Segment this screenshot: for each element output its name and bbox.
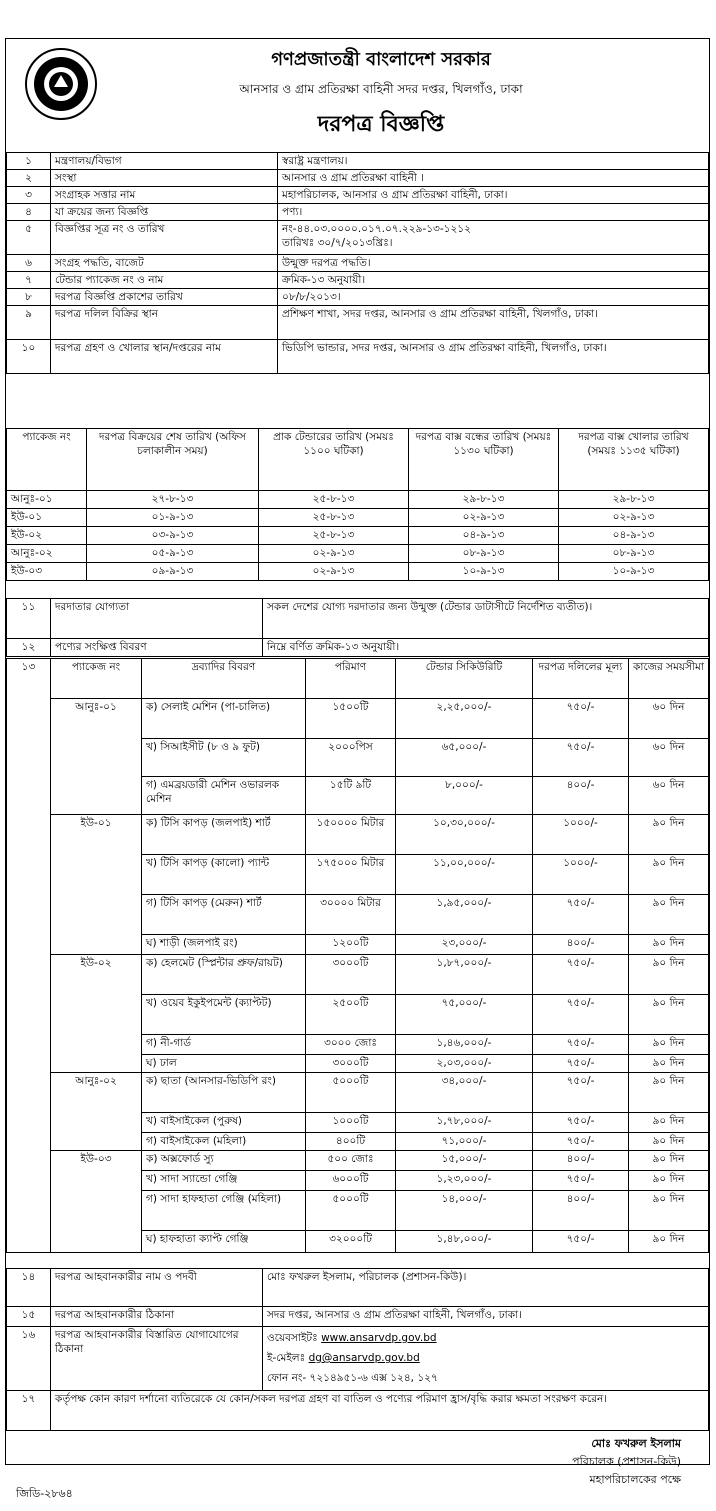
- row-number: ১: [7, 153, 51, 170]
- item-quantity: ১৫টি ৯টি: [306, 777, 396, 815]
- tender-security: ৬৫,০০০/-: [396, 739, 533, 777]
- row-number: ৪: [7, 204, 51, 221]
- tender-security: ৮,০০০/-: [396, 777, 533, 815]
- info-row: [7, 204, 709, 221]
- item-row: [7, 1151, 709, 1171]
- website-label: ওয়েবসাইটঃ: [267, 1332, 318, 1344]
- item-quantity: ২৫০০টি: [306, 995, 396, 1035]
- row-label: সংগ্রহ পদ্ধতি, বাজেট: [51, 255, 278, 272]
- schedule-row: [7, 527, 709, 545]
- tender-security: ১,৮৭,০০০/-: [396, 955, 533, 995]
- schedule-header-row: [7, 429, 709, 491]
- item-description: খ) টিসি কাপড় (কালো) প্যান্ট: [142, 855, 306, 895]
- info-row: [7, 599, 709, 639]
- row-number: ১৫: [7, 1307, 51, 1327]
- box-close-date: ০২-৯-১৩: [409, 509, 559, 527]
- row-number: ১৬: [7, 1327, 51, 1391]
- row-label: সংগ্রাহক সত্তার নাম: [51, 187, 278, 204]
- box-open-date: ০২-৯-১৩: [559, 509, 709, 527]
- row-value: [278, 221, 709, 255]
- info-row: [7, 255, 709, 272]
- row-label: দরপত্র দলিল বিক্রির স্থান: [51, 306, 278, 340]
- document-price: ৭৫০/-: [533, 995, 629, 1035]
- info-row: [7, 187, 709, 204]
- item-description: গ) বাইসাইকেল (মহিলা): [142, 1133, 306, 1151]
- item-description: গ) টিসি কাপড় (মেরুন) শার্ট: [142, 895, 306, 935]
- row-label: দরপত্র আহবানকারীর ঠিকানা: [51, 1307, 263, 1327]
- items-header: টেন্ডার সিকিউরিটি: [396, 659, 533, 699]
- info-row: [7, 153, 709, 170]
- document-price: ৭৫০/-: [533, 1171, 629, 1191]
- work-duration: ৯০ দিন: [629, 955, 709, 995]
- package-number: ইউ-০১: [7, 509, 87, 527]
- row-number: ১১: [7, 599, 51, 639]
- item-description: ঘ) শাড়ী (জলপাই রং): [142, 935, 306, 955]
- row-value: ০৮/৮/২০১৩।: [278, 289, 709, 306]
- work-duration: ৯০ দিন: [629, 855, 709, 895]
- row-label: মন্ত্রণালয়/বিভাগ: [51, 153, 278, 170]
- row-number: ১২: [7, 639, 51, 657]
- gd-code: জিডি-২৮৬৪: [16, 1487, 73, 1500]
- notice-heading: দরপত্র বিজ্ঞপ্তি: [317, 112, 445, 137]
- item-description: খ) বাইসাইকেল (পুরুষ): [142, 1113, 306, 1133]
- work-duration: ৯০ দিন: [629, 1073, 709, 1113]
- info-row: [7, 1327, 709, 1391]
- row-value: কর্তৃপক্ষ কোন কারণ দর্শানো ব্যতিরেকে যে কোন/সকল দরপত্র গ্রহণ বা বাতিল ও পণ্যের পরিমাণ হ্রাস/বৃদ্ধি করার ক্ষমতা সংরক্ষণ করেন।: [51, 1391, 709, 1431]
- items-header-row: [7, 659, 709, 699]
- box-close-date: ০৪-৯-১৩: [409, 527, 559, 545]
- info-row: [7, 289, 709, 306]
- row-number: ১৭: [7, 1391, 51, 1431]
- pre-tender-date: ০২-৯-১৩: [259, 563, 409, 581]
- box-close-date: ২৯-৮-১৩: [409, 491, 559, 509]
- tender-security: ১,৪৬,০০০/-: [396, 1035, 533, 1055]
- item-row: [7, 815, 709, 855]
- phone-number: ফোন নং- ৭২১৪৯৫১-৬ এক্স ১২৪, ১২৭: [267, 1372, 438, 1384]
- document-price: ৭৫০/-: [533, 1035, 629, 1055]
- row-value: নিম্নে বর্ণিত ক্রমিক-১৩ অনুযায়ী।: [263, 639, 709, 657]
- pre-tender-date: ২৫-৮-১৩: [259, 491, 409, 509]
- tender-security: ১০,৩০,০০০/-: [396, 815, 533, 855]
- tender-security: ১,৯৫,০০০/-: [396, 895, 533, 935]
- row-value: ক্রমিক-১৩ অনুযায়ী।: [278, 272, 709, 289]
- eligibility-table: [6, 598, 709, 657]
- sale-end-date: ০৫-৯-১৩: [87, 545, 259, 563]
- item-row: [7, 699, 709, 739]
- items-header: প্যাকেজ নং: [51, 659, 142, 699]
- document-price: ৭৫০/-: [533, 739, 629, 777]
- tender-security: ২৩,০০০/-: [396, 935, 533, 955]
- items-header: দ্রব্যাদির বিবরণ: [142, 659, 306, 699]
- tender-security: ৭১,০০০/-: [396, 1133, 533, 1151]
- work-duration: ৬০ দিন: [629, 699, 709, 739]
- document-price: ১০০০/-: [533, 855, 629, 895]
- schedule-row: [7, 491, 709, 509]
- item-row: [7, 1073, 709, 1113]
- row-number: ৮: [7, 289, 51, 306]
- tender-security: ১৪,০০০/-: [396, 1191, 533, 1231]
- info-row: [7, 639, 709, 657]
- document-price: ১০০০/-: [533, 815, 629, 855]
- document-price: ৪০০/-: [533, 935, 629, 955]
- item-description: খ) সিআইসীট (৮ ও ৯ ফুট): [142, 739, 306, 777]
- tender-security: ২,০৩,০০০/-: [396, 1055, 533, 1073]
- row-value: স্বরাষ্ট্র মন্ত্রণালয়।: [278, 153, 709, 170]
- work-duration: ৯০ দিন: [629, 935, 709, 955]
- info-table: [6, 152, 709, 374]
- document-price: ৭৫০/-: [533, 1133, 629, 1151]
- reference-number: নং-৪৪.০৩.০০০০.০১৭.০৭.২২৯-১৩-১২১২: [282, 223, 471, 235]
- contact-table: [6, 1268, 709, 1431]
- row-label: দরপত্র আহবানকারীর বিস্তারিত যোগাযোগের ঠিকানা: [51, 1327, 263, 1391]
- item-row: [7, 955, 709, 995]
- item-quantity: ১৭৫০০০ মিটার: [306, 855, 396, 895]
- row-label: দরপত্র গ্রহণ ও খোলার স্থান/দপ্তরের নাম: [51, 340, 278, 374]
- signatory-designation: পরিচালক (প্রশাসন-কিউ): [572, 1455, 681, 1468]
- item-description: ক) টিসি কাপড় (জলপাই) শার্ট: [142, 815, 306, 855]
- item-description: গ) এমব্রয়ডারী মেশিন ওভারলক মেশিন: [142, 777, 306, 815]
- row-label: বিজ্ঞপ্তির সূত্র নং ও তারিখ: [51, 221, 278, 255]
- document-price: ৪০০/-: [533, 1191, 629, 1231]
- notice-frame: [5, 38, 710, 1486]
- item-description: ক) ছাতা (আনসার-ভিডিপি রং): [142, 1073, 306, 1113]
- schedule-table: [6, 428, 709, 581]
- schedule-header: প্রাক টেন্ডারের তারিখ (সময়ঃ ১১০০ ঘটিকা): [259, 429, 409, 491]
- signatory-name: মোঃ ফখরুল ইসলাম: [591, 1437, 681, 1450]
- item-quantity: ৩২০০০টি: [306, 1231, 396, 1253]
- document-price: ৭৫০/-: [533, 699, 629, 739]
- document-price: ৭৫০/-: [533, 1113, 629, 1133]
- reference-date: তারিখঃ ৩০/৭/২০১৩খ্রিঃ।: [282, 237, 393, 249]
- organization-address: আনসার ও গ্রাম প্রতিরক্ষা বাহিনী সদর দপ্তর, খিলগাঁও, ঢাকা: [239, 82, 523, 96]
- info-row: [7, 221, 709, 255]
- info-row: [7, 1307, 709, 1327]
- item-description: গ) নী-গার্ড: [142, 1035, 306, 1055]
- box-open-date: ১০-৯-১৩: [559, 563, 709, 581]
- row-number: ২: [7, 170, 51, 187]
- row-value: আনসার ও গ্রাম প্রতিরক্ষা বাহিনী ।: [278, 170, 709, 187]
- sale-end-date: ০১-৯-১৩: [87, 509, 259, 527]
- item-description: ক) অক্সফোর্ড স্যু: [142, 1151, 306, 1171]
- box-close-date: ০৮-৯-১৩: [409, 545, 559, 563]
- box-open-date: ২৯-৮-১৩: [559, 491, 709, 509]
- schedule-row: [7, 509, 709, 527]
- package-number: আনুঃ-০১: [7, 491, 87, 509]
- box-open-date: ০৮-৯-১৩: [559, 545, 709, 563]
- signature-block: [572, 1435, 681, 1489]
- row-value: সকল দেশের যোগ্য দরদাতার জন্য উন্মুক্ত (টেন্ডার ডাটাসীটে নির্দেশিত ব্যতীত)।: [263, 599, 709, 639]
- row-label: টেন্ডার প্যাকেজ নং ও নাম: [51, 272, 278, 289]
- work-duration: ৯০ দিন: [629, 1171, 709, 1191]
- schedule-header: দরপত্র বিক্রয়ের শেষ তারিখ (অফিস চলাকালীন সময়): [87, 429, 259, 491]
- notice-header: [6, 39, 708, 152]
- schedule-header: প্যাকেজ নং: [7, 429, 87, 491]
- tender-security: ১,৪৮,০০০/-: [396, 1231, 533, 1253]
- row-label: পণ্যের সংক্ষিপ্ত বিবরণ: [51, 639, 263, 657]
- row-label: যা ক্রয়ের জন্য বিজ্ঞপ্তি: [51, 204, 278, 221]
- signatory-on-behalf: মহাপরিচালকের পক্ষে: [589, 1473, 681, 1486]
- item-description: ঘ) হাফহাতা ক্যাপ্ট গেঞ্জি: [142, 1231, 306, 1253]
- item-quantity: ৬০০০টি: [306, 1171, 396, 1191]
- row-number: ৫: [7, 221, 51, 255]
- row-value: মোঃ ফখরুল ইসলাম, পরিচালক (প্রশাসন-কিউ)।: [263, 1269, 709, 1307]
- package-number: ইউ-০২: [51, 955, 142, 1073]
- info-row: [7, 170, 709, 187]
- schedule-header: দরপত্র বাক্স খোলার তারিখ (সময়ঃ ১১৩৫ ঘটিকা): [559, 429, 709, 491]
- document-price: ৪০০/-: [533, 1151, 629, 1171]
- document-price: ৭৫০/-: [533, 1073, 629, 1113]
- item-quantity: ১৫০০টি: [306, 699, 396, 739]
- schedule-header: দরপত্র বাক্স বন্ধের তারিখ (সময়ঃ ১১৩০ ঘটিকা): [409, 429, 559, 491]
- row-number: ৭: [7, 272, 51, 289]
- row-value: সদর দপ্তর, আনসার ও গ্রাম প্রতিরক্ষা বাহিনী, খিলগাঁও, ঢাকা।: [263, 1307, 709, 1327]
- items-table: [6, 658, 709, 1253]
- website-link[interactable]: www.ansarvdp.gov.bd: [321, 1332, 437, 1344]
- package-number: ইউ-০৩: [51, 1151, 142, 1253]
- row-value: মহাপরিচালক, আনসার ও গ্রাম প্রতিরক্ষা বাহিনী, ঢাকা।: [278, 187, 709, 204]
- package-number: ইউ-০৩: [7, 563, 87, 581]
- pre-tender-date: ২৫-৮-১৩: [259, 527, 409, 545]
- item-quantity: ৩০০০টি: [306, 955, 396, 995]
- sale-end-date: ০৩-৯-১৩: [87, 527, 259, 545]
- package-number: ইউ-০১: [51, 815, 142, 955]
- package-number: আনুঃ-০২: [51, 1073, 142, 1151]
- item-description: ঘ) ঢাল: [142, 1055, 306, 1073]
- sale-end-date: ০৯-৯-১৩: [87, 563, 259, 581]
- box-open-date: ০৪-৯-১৩: [559, 527, 709, 545]
- package-number: আনুঃ-০২: [7, 545, 87, 563]
- tender-security: ১১,০০,০০০/-: [396, 855, 533, 895]
- row-number: ১৩: [7, 659, 51, 1253]
- item-description: ক) হেলমেট (স্প্লিন্টার প্রুফ/রায়ট): [142, 955, 306, 995]
- ansar-vdp-emblem-icon: [24, 47, 98, 121]
- schedule-row: [7, 563, 709, 581]
- tender-security: ৭৫,০০০/-: [396, 995, 533, 1035]
- tender-security: ৩৪,০০০/-: [396, 1073, 533, 1113]
- item-description: ক) সেলাই মেশিন (পা-চালিত): [142, 699, 306, 739]
- item-quantity: ৫০০০টি: [306, 1073, 396, 1113]
- info-row: [7, 1391, 709, 1431]
- work-duration: ৯০ দিন: [629, 995, 709, 1035]
- row-label: দরদাতার যোগ্যতা: [51, 599, 263, 639]
- item-description: খ) সাদা স্যান্ডো গেঞ্জি: [142, 1171, 306, 1191]
- row-number: ১০: [7, 340, 51, 374]
- items-header: কাজের সময়সীমা: [629, 659, 709, 699]
- box-close-date: ১০-৯-১৩: [409, 563, 559, 581]
- package-number: ইউ-০২: [7, 527, 87, 545]
- row-label: দরপত্র আহবানকারীর নাম ও পদবী: [51, 1269, 263, 1307]
- document-price: ৭৫০/-: [533, 895, 629, 935]
- document-price: ৭৫০/-: [533, 1055, 629, 1073]
- work-duration: ৯০ দিন: [629, 1113, 709, 1133]
- item-description: খ) ওয়েব ইকুইপমেন্ট (ক্যাপ্টট): [142, 995, 306, 1035]
- row-label: দরপত্র বিজ্ঞপ্তি প্রকাশের তারিখ: [51, 289, 278, 306]
- row-label: সংস্থা: [51, 170, 278, 187]
- work-duration: ৯০ দিন: [629, 1191, 709, 1231]
- info-row: [7, 340, 709, 374]
- government-title: গণপ্রজাতন্ত্রী বাংলাদেশ সরকার: [271, 49, 491, 70]
- row-number: ৯: [7, 306, 51, 340]
- item-quantity: ১০০০টি: [306, 1113, 396, 1133]
- work-duration: ৯০ দিন: [629, 815, 709, 855]
- email-label: ই-মেইলঃ: [267, 1352, 306, 1364]
- email-link[interactable]: dg@ansarvdp.gov.bd: [308, 1352, 420, 1364]
- document-price: ৭৫০/-: [533, 955, 629, 995]
- tender-security: ২,২৫,০০০/-: [396, 699, 533, 739]
- info-row: [7, 272, 709, 289]
- work-duration: ৯০ দিন: [629, 1055, 709, 1073]
- item-quantity: ৩০০০টি: [306, 1055, 396, 1073]
- item-quantity: ৫০০০টি: [306, 1191, 396, 1231]
- pre-tender-date: ০২-৯-১৩: [259, 545, 409, 563]
- info-row: [7, 1269, 709, 1307]
- items-header: পরিমাণ: [306, 659, 396, 699]
- work-duration: ৯০ দিন: [629, 1231, 709, 1253]
- document-price: ৭৫০/-: [533, 1231, 629, 1253]
- row-value: উন্মুক্ত দরপত্র পদ্ধতি।: [278, 255, 709, 272]
- item-quantity: ১৫০০০০ মিটার: [306, 815, 396, 855]
- pre-tender-date: ২৫-৮-১৩: [259, 509, 409, 527]
- row-value: [263, 1327, 709, 1391]
- tender-security: ১৫,০০০/-: [396, 1151, 533, 1171]
- work-duration: ৯০ দিন: [629, 1133, 709, 1151]
- work-duration: ৬০ দিন: [629, 739, 709, 777]
- item-quantity: ২০০০পিস: [306, 739, 396, 777]
- item-quantity: ৩০০০ জোঃ: [306, 1035, 396, 1055]
- tender-security: ১,২৩,০০০/-: [396, 1171, 533, 1191]
- row-number: ১৪: [7, 1269, 51, 1307]
- work-duration: ৯০ দিন: [629, 1035, 709, 1055]
- row-value: প্রশিক্ষণ শাখা, সদর দপ্তর, আনসার ও গ্রাম প্রতিরক্ষা বাহিনী, খিলগাঁও, ঢাকা।: [278, 306, 709, 340]
- work-duration: ৯০ দিন: [629, 895, 709, 935]
- row-number: ৩: [7, 187, 51, 204]
- work-duration: ৬০ দিন: [629, 777, 709, 815]
- row-value: ভিডিপি ভান্ডার, সদর দপ্তর, আনসার ও গ্রাম প্রতিরক্ষা বাহিনী, খিলগাঁও, ঢাকা।: [278, 340, 709, 374]
- items-header: দরপত্র দলিলের মূল্য: [533, 659, 629, 699]
- item-description: গ) সাদা হাফহাতা গেঞ্জি (মহিলা): [142, 1191, 306, 1231]
- info-row: [7, 306, 709, 340]
- item-quantity: ৩০০০০ মিটার: [306, 895, 396, 935]
- item-quantity: ৪০০টি: [306, 1133, 396, 1151]
- schedule-row: [7, 545, 709, 563]
- row-number: ৬: [7, 255, 51, 272]
- package-number: আনুঃ-০১: [51, 699, 142, 815]
- item-quantity: ৫০০ জোঃ: [306, 1151, 396, 1171]
- sale-end-date: ২৭-৮-১৩: [87, 491, 259, 509]
- item-quantity: ১২০০টি: [306, 935, 396, 955]
- document-price: ৪০০/-: [533, 777, 629, 815]
- row-value: পণ্য।: [278, 204, 709, 221]
- work-duration: ৯০ দিন: [629, 1151, 709, 1171]
- tender-security: ১,৭৮,০০০/-: [396, 1113, 533, 1133]
